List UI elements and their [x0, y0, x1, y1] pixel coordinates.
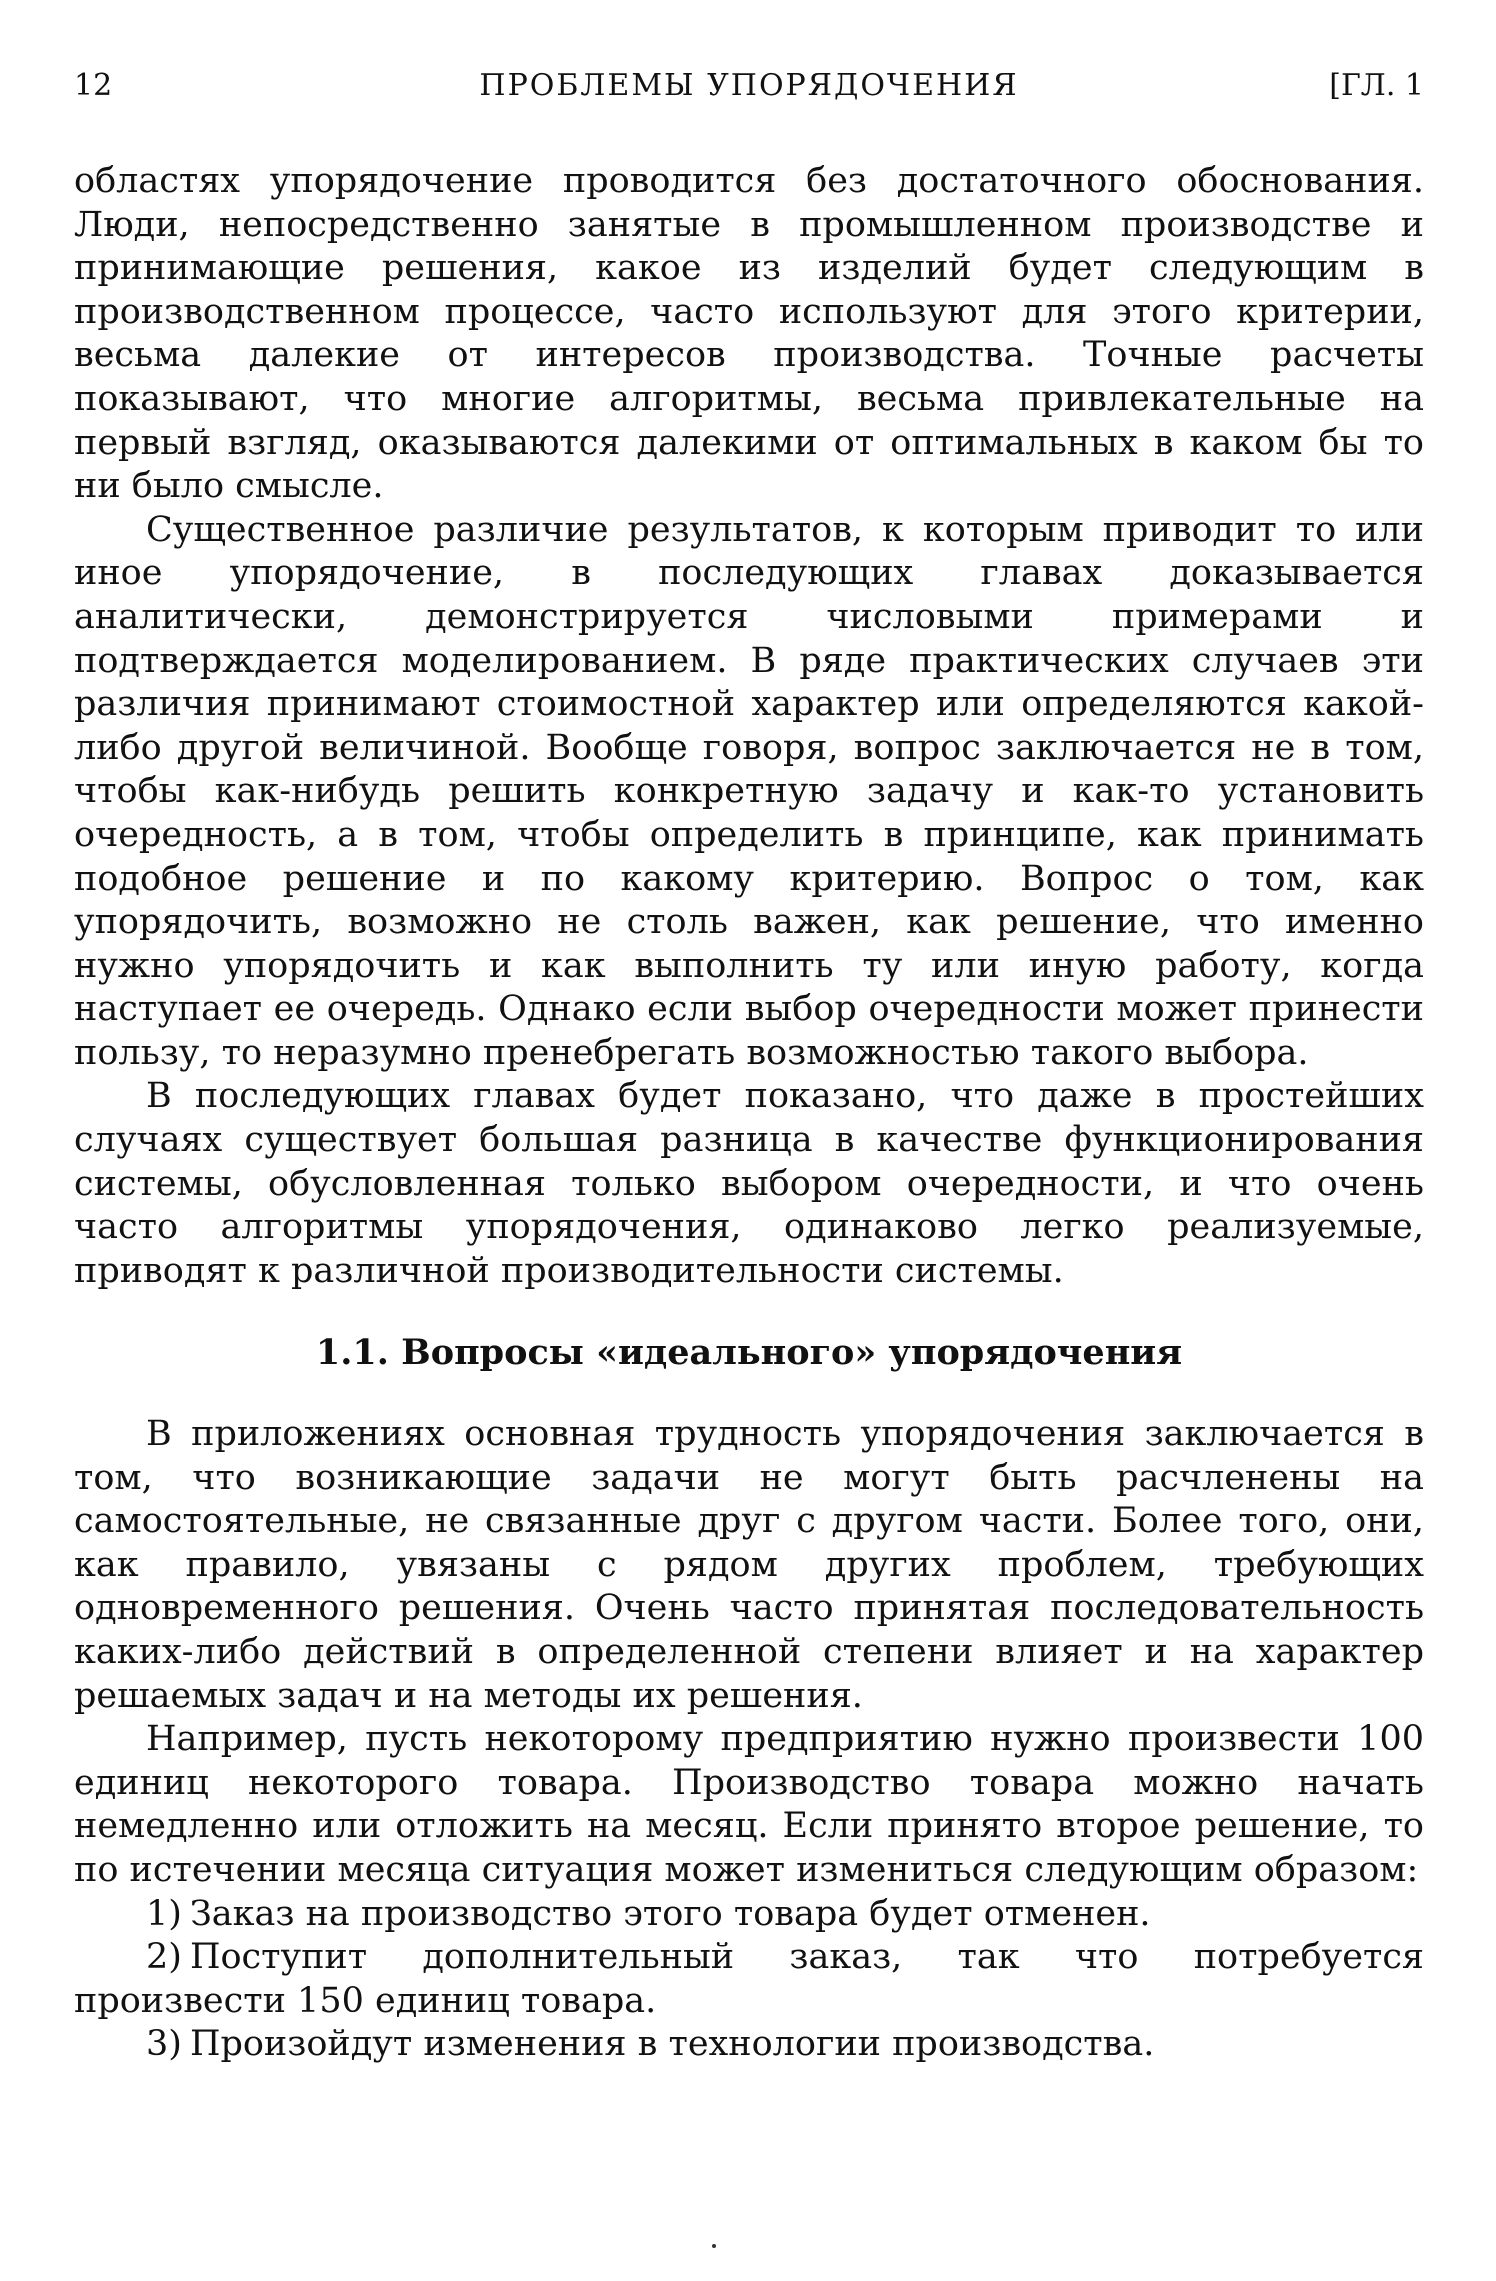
- section-heading: 1.1. Вопросы «идеального» упорядочения: [315, 1332, 1183, 1374]
- list-number: 3): [146, 2024, 182, 2065]
- paragraph: В последующих главах будет показано, что даже в простейших случаях существует большая разница в качестве функционирования системы, обусловленная только выбором очередности, и что очень часто алгоритмы упорядочения, одинаково легко реализуемые, приводят к различной производительности системы.: [74, 1076, 1424, 1291]
- list-text: Произойдут изменения в технологии производства.: [189, 2024, 1155, 2065]
- chapter-ref: [ГЛ. 1: [1329, 68, 1424, 103]
- running-head: [74, 66, 1424, 106]
- paragraph: Существенное различие результатов, к которым приводит то или иное упорядочение, в последующих главах доказывается аналитически, демонстрируется числовыми примерами и подтверждается моделированием. В ряде практических случаев эти различия принимают стоимостной характер или определяются какой-либо другой величиной. Вообще говоря, вопрос заключается не в том, чтобы как-нибудь решить конкретную задачу и как-то установить очередность, а в том, чтобы определить в принципе, как принимать подобное решение и по какому критерию. Вопрос о том, как упорядочить, возможно не столь важен, как решение, что именно нужно упорядочить и как выполнить ту или иную работу, когда наступает ее очередь. Однако если выбор очередности может принести пользу, то неразумно пренебрегать возможностью такого выбора.: [74, 509, 1424, 1073]
- paragraph: Например, пусть некоторому предприятию нужно произвести 100 единиц некоторого товара. Производство товара можно начать немедленно или отложить на месяц. Если принято второе решение, то по истечении месяца ситуация может измениться следующим образом:: [74, 1719, 1424, 1890]
- list-item: [74, 1936, 1424, 2023]
- list-item: [74, 1893, 1424, 1937]
- page-number: 12: [74, 68, 113, 103]
- paragraph: областях упорядочение проводится без достаточного обоснования. Люди, непосредственно занятые в промышленном производстве и принимающие решения, какое из изделий будет следующим в производственном процессе, часто используют для этого критерии, весьма далекие от интересов производства. Точные расчеты показывают, что многие алгоритмы, весьма привлекательные на первый взгляд, оказываются далекими от оптимальных в каком бы то ни было смысле.: [74, 161, 1424, 507]
- list-number: 1): [146, 1893, 182, 1934]
- list-text: Поступит дополнительный заказ, так что потребуется произвести 150 единиц товара.: [74, 1937, 1424, 2021]
- list-text: Заказ на производство этого товара будет отменен.: [189, 1893, 1151, 1934]
- print-speck: [712, 2244, 716, 2248]
- list-item: [74, 2023, 1424, 2067]
- page-body: [74, 160, 1424, 2067]
- paragraph: В приложениях основная трудность упорядочения заключается в том, что возникающие задачи не могут быть расчленены на самостоятельные, не связанные друг с другом части. Более того, они, как правило, увязаны с рядом других проблем, требующих одновременного решения. Очень часто принятая последовательность каких-либо действий в определенной степени влияет и на характер решаемых задач и на методы их решения.: [74, 1414, 1424, 1716]
- chapter-title: ПРОБЛЕМЫ УПОРЯДОЧЕНИЯ: [479, 68, 1019, 103]
- list-number: 2): [146, 1937, 182, 1978]
